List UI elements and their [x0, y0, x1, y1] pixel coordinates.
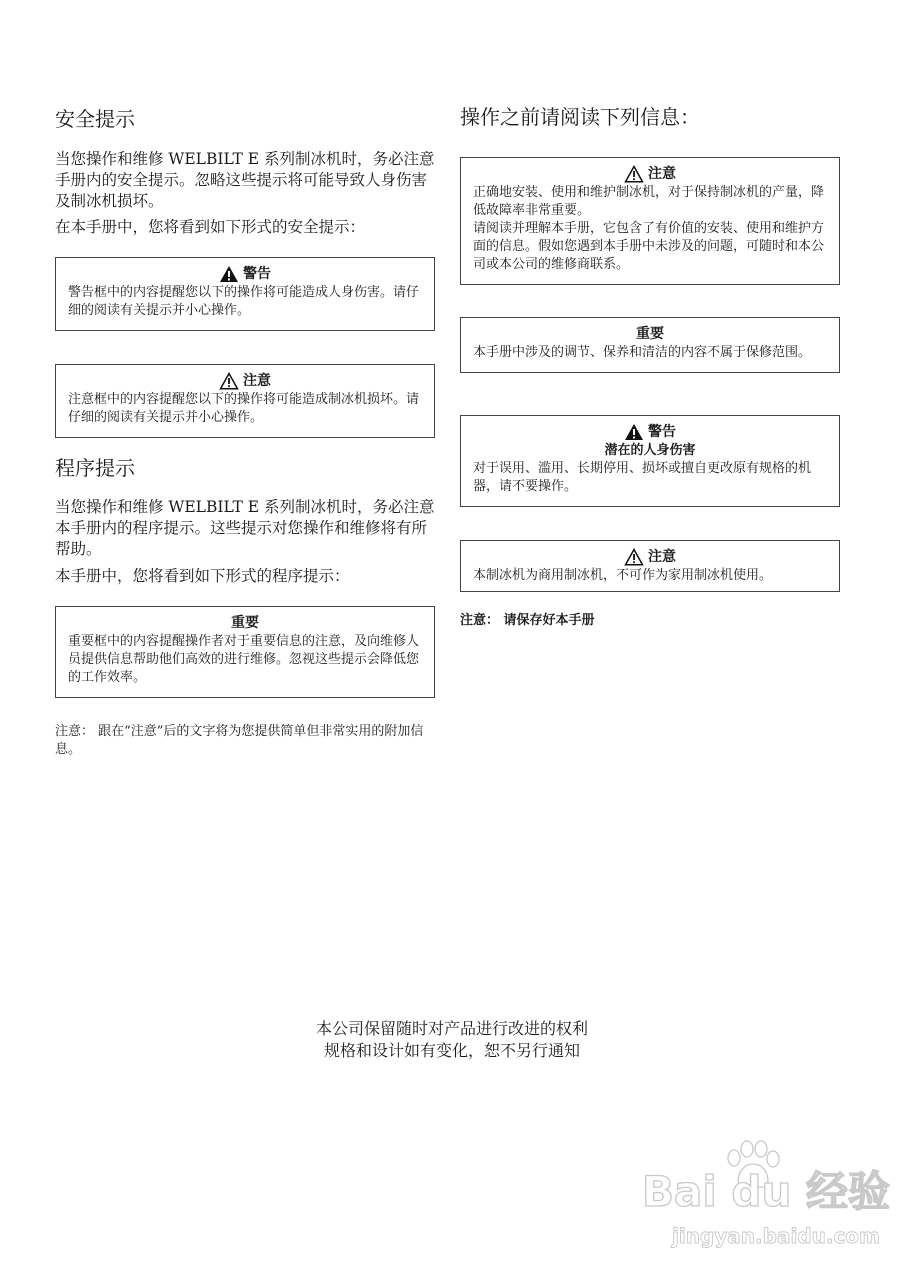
caution-header — [473, 164, 827, 184]
footer-disclaimer — [0, 1018, 904, 1062]
safety-intro: 当您操作和维修 WELBILT E 系列制冰机时，务必注意手册内的安全提示。忽略这些提示将可能导致人身伤害及制冰机损坏。 — [55, 150, 435, 210]
warning-text: 对于误用、滥用、长期停用、损坏或擅自更改原有规格的机器，请不要操作。 — [473, 461, 812, 494]
warning-subtitle: 潜在的人身伤害 — [604, 443, 696, 458]
important-header — [68, 613, 422, 633]
caution-example-box — [55, 364, 435, 438]
procedure-intro: 当您操作和维修 WELBILT E 系列制冰机时，务必注意本手册内的程序提示。这些提示对您操作和维修将有所帮助。 — [55, 498, 435, 558]
warning-triangle-icon — [219, 265, 239, 283]
warning-triangle-icon — [624, 423, 644, 441]
caution-text: 本制冰机为商用制冰机，不可作为家用制冰机使用。 — [473, 568, 773, 583]
watermark-logo: Bai du 经验 — [642, 1167, 890, 1216]
caution-label: 注意 — [648, 549, 676, 565]
important-box-warranty — [460, 317, 840, 373]
caution-label: 注意 — [243, 373, 271, 389]
warning-label: 警告 — [648, 424, 676, 440]
caution-text-1: 正确地安装、使用和维护制冰机，对于保持制冰机的产量，降低故障率非常重要。 — [473, 185, 825, 218]
caution-text-2: 请阅读并理解本手册，它包含了有价值的安装、使用和维护方面的信息。假如您遇到本手册中未涉及的问题，可随时和本公司或本公司的维修商联系。 — [473, 221, 825, 272]
safety-intro-2: 在本手册中，您将看到如下形式的安全提示： — [55, 218, 366, 236]
warning-box-injury — [460, 415, 840, 507]
important-header — [473, 324, 827, 344]
caution-header — [473, 547, 827, 567]
keep-manual-note: 注意： 请保存好本手册 — [460, 613, 595, 628]
important-label: 重要 — [636, 326, 664, 342]
left-column — [55, 100, 435, 759]
warning-header — [68, 264, 422, 284]
caution-header — [68, 371, 422, 391]
watermark-url: jingyan.baidu.com — [672, 1224, 880, 1248]
warning-label: 警告 — [243, 266, 271, 282]
warning-example-box — [55, 257, 435, 331]
caution-triangle-icon — [624, 548, 644, 566]
caution-box-operation — [460, 157, 840, 285]
important-label: 重要 — [231, 615, 259, 631]
safety-heading: 安全提示 — [55, 107, 135, 131]
footer-line-1: 本公司保留随时对产品进行改进的权利 — [315, 1019, 588, 1038]
important-text: 重要框中的内容提醒操作者对于重要信息的注意，及向维修人员提供信息帮助他们高效的进行维修。忽视这些提示会降低您的工作效率。 — [68, 634, 420, 685]
caution-triangle-icon — [219, 372, 239, 390]
right-column — [460, 100, 840, 630]
important-example-box — [55, 606, 435, 698]
procedure-heading: 程序提示 — [55, 456, 135, 480]
read-before-heading: 操作之前请阅读下列信息： — [460, 105, 700, 129]
warning-text: 警告框中的内容提醒您以下的操作将可能造成人身伤害。请仔细的阅读有关提示并小心操作。 — [68, 285, 420, 318]
warning-header — [473, 422, 827, 442]
caution-text: 注意框中的内容提醒您以下的操作将可能造成制冰机损坏。请仔细的阅读有关提示并小心操作。 — [68, 392, 420, 425]
note-explanation: 注意： 跟在“注意”后的文字将为您提供简单但非常实用的附加信息。 — [55, 724, 424, 757]
procedure-intro-2: 本手册中，您将看到如下形式的程序提示： — [55, 567, 350, 585]
baidu-jingyan-watermark — [642, 1140, 892, 1270]
important-text: 本手册中涉及的调节、保养和清洁的内容不属于保修范围。 — [473, 345, 812, 360]
caution-box-commercial — [460, 540, 840, 592]
caution-triangle-icon — [624, 165, 644, 183]
footer-line-2: 规格和设计如有变化，恕不另行通知 — [323, 1041, 580, 1060]
caution-label: 注意 — [648, 166, 676, 182]
